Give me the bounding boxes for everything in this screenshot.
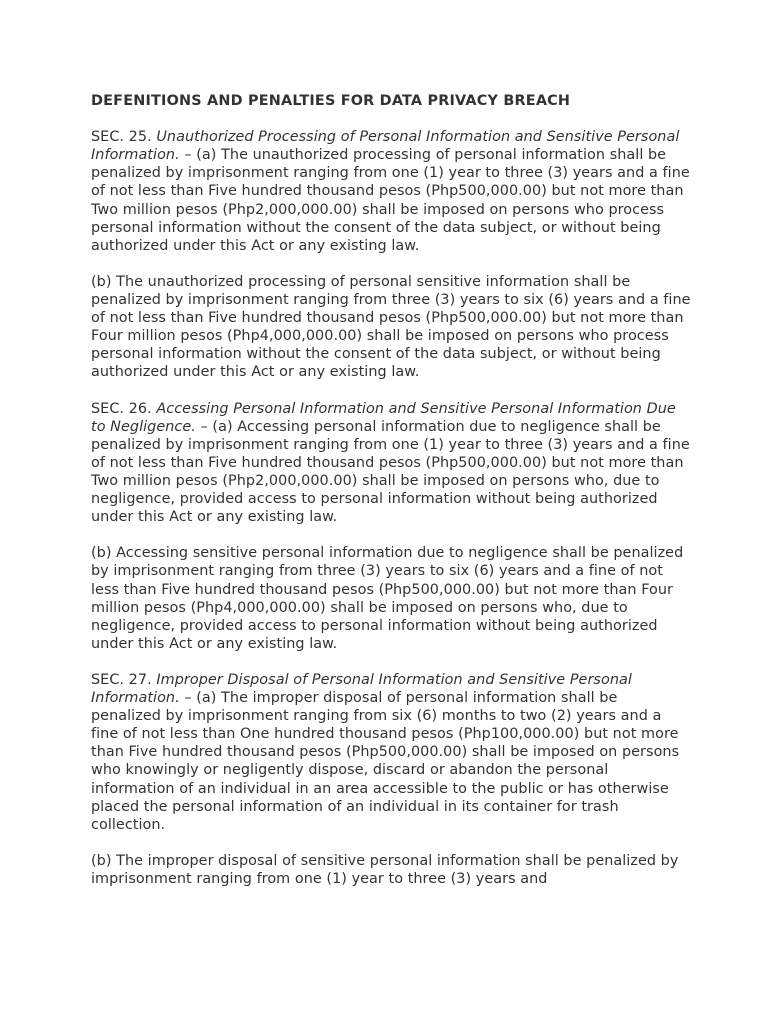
sec25-text-a: (a) The unauthorized processing of personal information shall be penalized by imprisonment ranging from one (1) year to three (3) years and a fine of not less than Five hundred thousand pesos (Php500,000.00) but not more than Two million pesos (Php2,000,000.00) shall be imposed on persons who process personal information without the consent of the data subject, or without being authorized under this Act or any existing law. bbox=[91, 147, 690, 254]
sec26-number: SEC. 26. bbox=[91, 400, 152, 417]
document-title: DEFENITIONS AND PENALTIES FOR DATA PRIVACY BREACH bbox=[91, 93, 571, 109]
sec25-heading: Unauthorized Processing of Personal Information and Sensitive Personal Information. bbox=[91, 129, 680, 164]
sec25-number: SEC. 25. bbox=[91, 129, 152, 146]
sec26-heading: Accessing Personal Information and Sensitive Personal Information Due to Negligence. bbox=[91, 400, 676, 435]
sec26-text-a: (a) Accessing personal information due to negligence shall be penalized by imprisonment ranging from one (1) year to three (3) years and a fine of not less than Five hundred thousand pesos (Php500,000.00) but not more than Two million pesos (Php2,000,000.00) shall be imposed on persons who, due to negligence, provided access to personal information without being authorized under this Act or any existing law. bbox=[91, 418, 690, 526]
sec27-heading: Improper Disposal of Personal Information and Sensitive Personal Information. bbox=[91, 672, 632, 707]
sec27-text-a: (a) The improper disposal of personal information shall be penalized by imprisonment ranging from six (6) months to two (2) years and a fine of not less than One hundred thousand pesos (Php100,000.00) but not more than Five hundred thousand pesos (Php500,000.00) shall be imposed on persons who knowingly or negligently dispose, discard or abandon the personal information of an individual in an area accessible to the public or has otherwise placed the personal information of an individual in its container for trash collection. bbox=[91, 690, 680, 833]
sec25-dash: – bbox=[179, 147, 197, 164]
sec27-paragraph-b: (b) The improper disposal of sensitive personal information shall be penalized by imprisonment ranging from one (1) year to three (3) years and bbox=[91, 852, 679, 888]
sec27-paragraph-a bbox=[91, 671, 691, 834]
sec25-paragraph-b: (b) The unauthorized processing of personal sensitive information shall be penalized by imprisonment ranging from three (3) years to six (6) years and a fine of not less than Five hundred thousand pesos (Php500,000.00) but not more than Four million pesos (Php4,000,000.00) shall be imposed on persons who process personal information without the consent of the data subject, or without being authorized under this Act or any existing law. bbox=[91, 273, 691, 381]
sec27-dash: – bbox=[179, 690, 197, 707]
document-page bbox=[91, 92, 691, 906]
sec25-paragraph-a bbox=[91, 128, 691, 255]
sec26-paragraph-a bbox=[91, 400, 691, 527]
sec26-paragraph-b: (b) Accessing sensitive personal information due to negligence shall be penalized by imprisonment ranging from three (3) years to six (6) years and a fine of not less than Five hundred thousand pesos (Php500,000.00) but not more than Four million pesos (Php4,000,000.00) shall be imposed on persons who, due to negligence, provided access to personal information without being authorized under this Act or any existing law. bbox=[91, 545, 684, 652]
sec27-number: SEC. 27. bbox=[91, 672, 152, 688]
sec26-dash: – bbox=[195, 418, 213, 435]
